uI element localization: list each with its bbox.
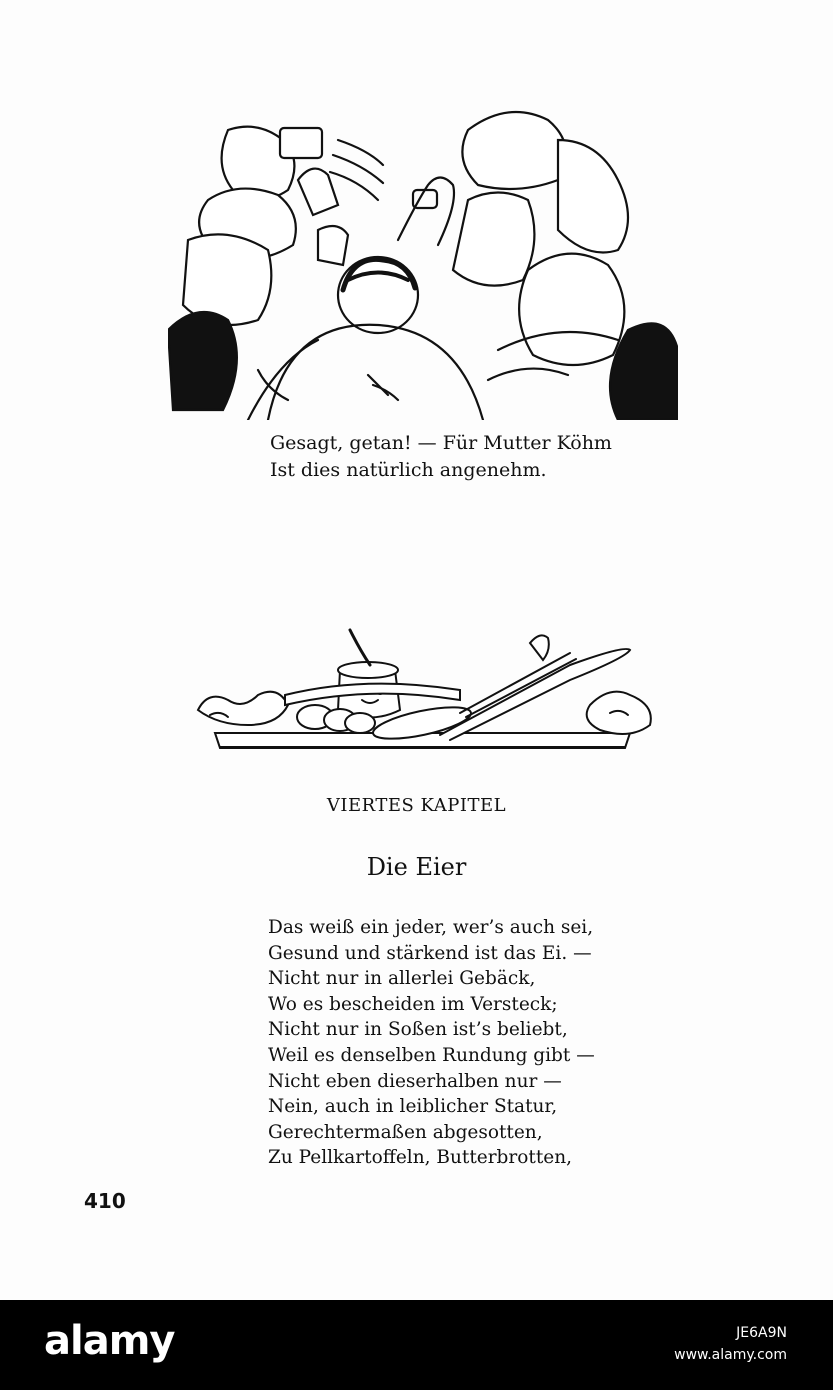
chapter-title: Die Eier	[366, 853, 467, 881]
poem-line: Das weiß ein jeder, wer’s auch sei,	[268, 917, 594, 938]
poem-text	[268, 915, 595, 1171]
poem-line: Weil es denselben Rundung gibt —	[268, 1044, 595, 1066]
caption-line: Ist dies natürlich angenehm.	[270, 459, 547, 481]
poem-line: Gesund und stärkend ist das Ei. —	[268, 942, 592, 964]
poem-line: Gerechtermaßen abgesotten,	[268, 1121, 543, 1143]
poem-line: Nein, auch in leiblicher Statur,	[268, 1096, 558, 1118]
chapter-label: VIERTES KAPITEL	[326, 795, 507, 816]
poem-line: Wo es bescheiden im Versteck;	[268, 993, 558, 1015]
drinking-scene-illustration	[168, 100, 678, 420]
illustration-caption	[270, 430, 612, 484]
kitchen-still-life-illustration	[190, 625, 660, 760]
poem-line: Nicht eben dieserhalben nur —	[268, 1070, 562, 1092]
image-id: JE6A9N	[736, 1325, 787, 1341]
watermark-logo: alamy	[44, 1318, 175, 1364]
page-number: 410	[84, 1189, 126, 1213]
poem-line: Zu Pellkartoffeln, Butterbrotten,	[268, 1147, 572, 1169]
watermark-url: www.alamy.com	[674, 1347, 787, 1363]
watermark-id	[674, 1322, 787, 1366]
poem-line: Nicht nur in Soßen ist’s beliebt,	[268, 1019, 568, 1041]
caption-line: Gesagt, getan! — Für Mutter Köhm	[270, 432, 612, 454]
poem-line: Nicht nur in allerlei Gebäck,	[268, 968, 536, 990]
